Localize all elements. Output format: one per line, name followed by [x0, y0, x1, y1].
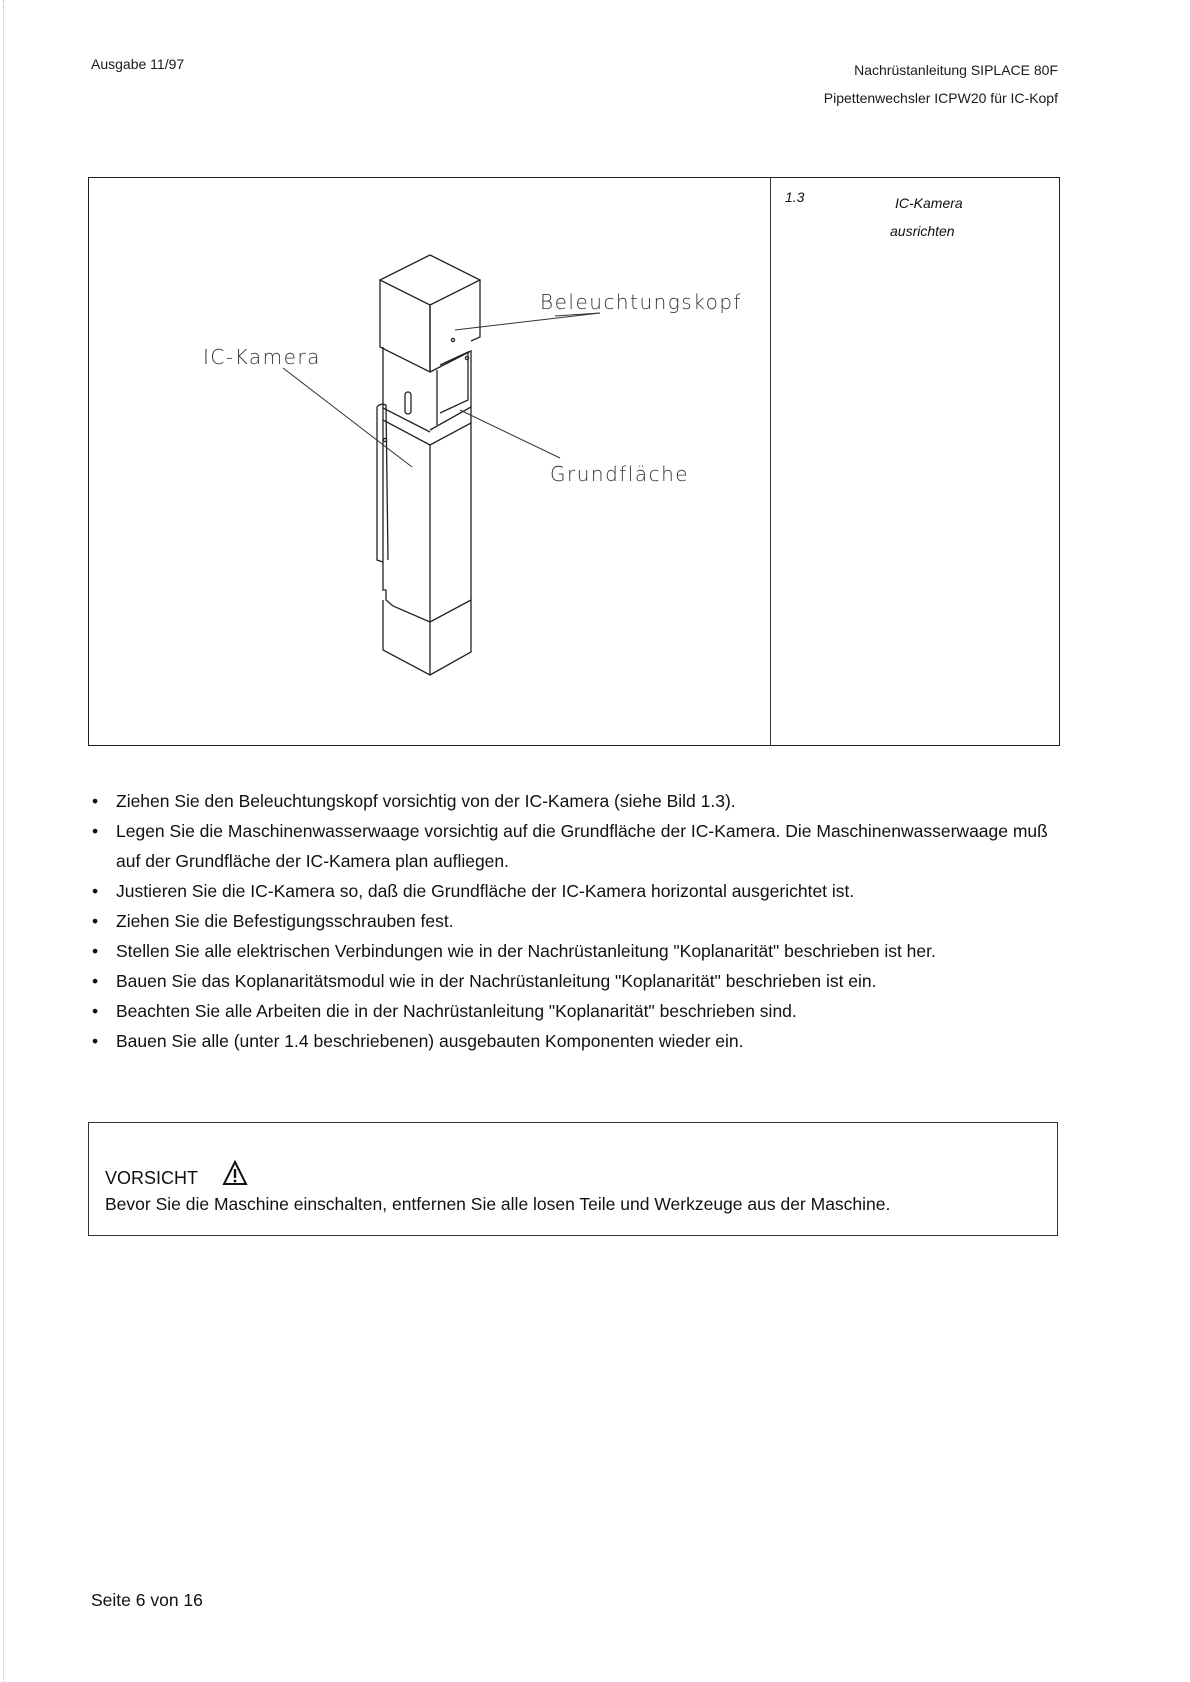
instruction-item: • Ziehen Sie den Beleuchtungskopf vorsichtig von der IC-Kamera (siehe Bild 1.3). [92, 786, 1062, 816]
page-number: Seite 6 von 16 [91, 1590, 203, 1610]
scan-edge-line [3, 0, 4, 1682]
figure-caption-line2: ausrichten [890, 223, 955, 239]
instruction-item: • Ziehen Sie die Befestigungsschrauben fest. [92, 906, 1062, 936]
figure-caption-line1: IC-Kamera [895, 195, 963, 211]
label-ic-kamera: IC-Kamera [203, 345, 321, 369]
document-title-line2: Pipettenwechsler ICPW20 für IC-Kopf [823, 90, 1058, 106]
instruction-item: • Beachten Sie alle Arbeiten die in der Nachrüstanleitung "Koplanarität" beschrieben sind. [92, 996, 1062, 1026]
instruction-item: • Bauen Sie das Koplanaritätsmodul wie in der Nachrüstanleitung "Koplanarität" beschrieben ist ein. [92, 966, 1062, 996]
instruction-item: • Legen Sie die Maschinenwasserwaage vorsichtig auf die Grundfläche der IC-Kamera. Die Maschinenwasserwaage muß auf der Grundfläche der IC-Kamera plan aufliegen. [92, 816, 1062, 876]
instruction-item: • Justieren Sie die IC-Kamera so, daß die Grundfläche der IC-Kamera horizontal ausgerichtet ist. [92, 876, 1062, 906]
document-title [824, 56, 1058, 112]
instruction-item: • Bauen Sie alle (unter 1.4 beschriebenen) ausgebauten Komponenten wieder ein. [92, 1026, 1062, 1056]
document-title-line1: Nachrüstanleitung SIPLACE 80F [854, 62, 1058, 78]
instruction-list [92, 786, 1062, 1056]
warning-triangle-icon [222, 1160, 248, 1186]
figure-caption [890, 189, 963, 245]
label-beleuchtungskopf: Beleuchtungskopf [540, 290, 743, 314]
warning-title: VORSICHT [105, 1168, 199, 1188]
instruction-item: • Stellen Sie alle elektrischen Verbindungen wie in der Nachrüstanleitung "Koplanarität" beschrieben ist her. [92, 936, 1062, 966]
figure-number: 1.3 [785, 189, 805, 205]
edition-label: Ausgabe 11/97 [91, 56, 185, 72]
label-grundflaeche: Grundfläche [550, 462, 690, 486]
warning-text: Bevor Sie die Maschine einschalten, entfernen Sie alle losen Teile und Werkzeuge aus der Maschine. [105, 1194, 891, 1214]
figure-divider [770, 177, 771, 746]
